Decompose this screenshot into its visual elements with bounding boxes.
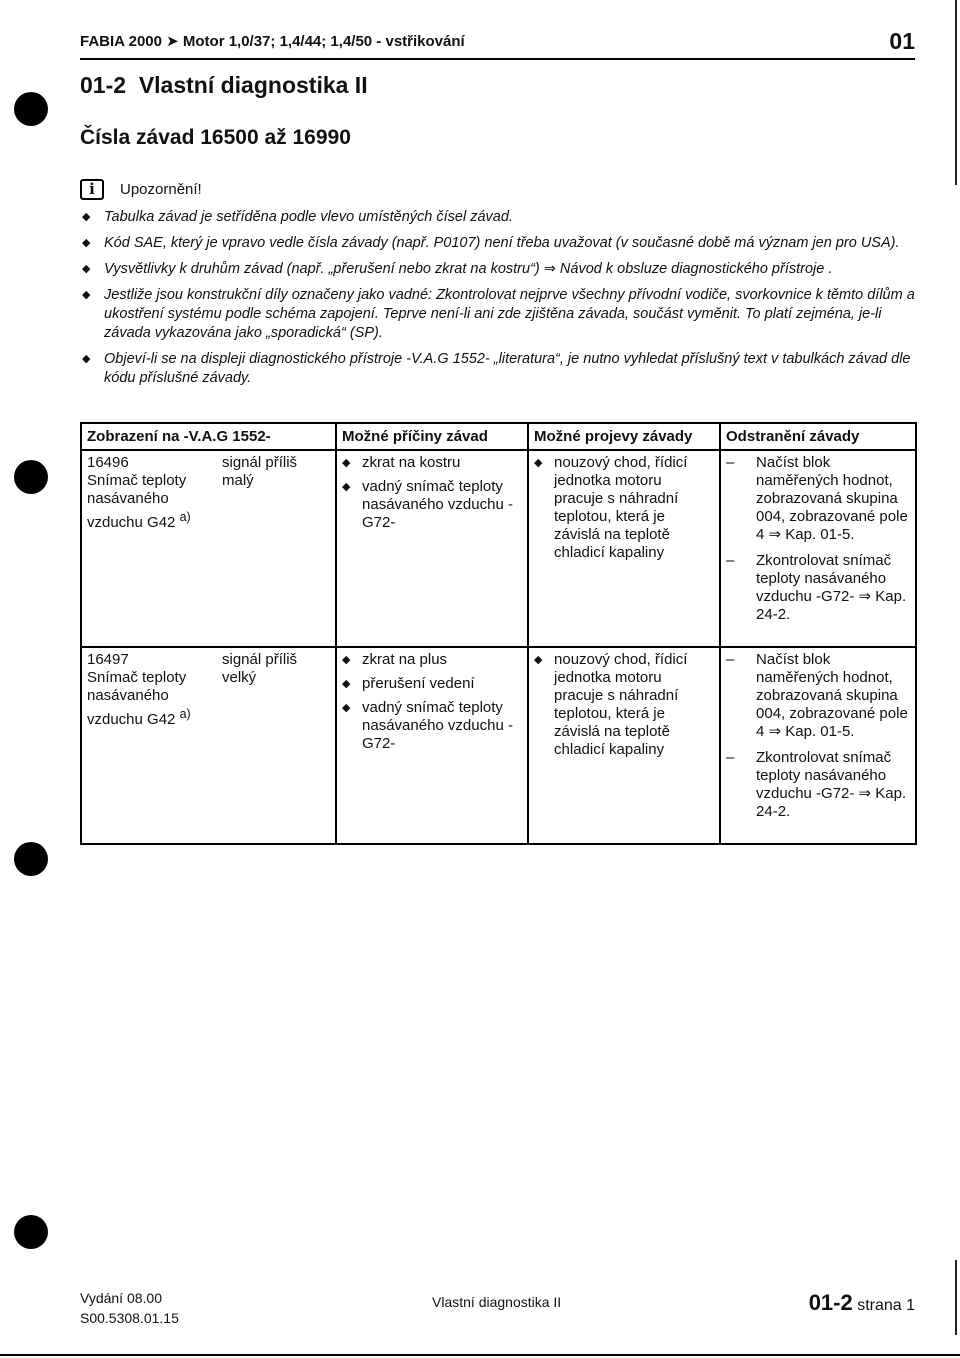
binder-hole: [14, 1215, 48, 1249]
cause-text: zkrat na plus: [362, 651, 448, 668]
column-header: Možné příčiny závad: [336, 423, 528, 450]
page-edge-line: [955, 0, 957, 185]
fault-table: [80, 422, 917, 845]
footer-page-label: strana 1: [857, 1297, 915, 1314]
remedy-cell: [720, 450, 916, 647]
bullet-icon: ◆: [342, 678, 351, 690]
binder-hole: [14, 460, 48, 494]
list-item: [342, 454, 522, 472]
column-header: Odstranění závady: [720, 423, 916, 450]
footer-doc-number: S00.5308.01.15: [80, 1310, 179, 1326]
symptom-text: nouzový chod, řídicí jednotka motoru pracuje s náhradní teplotou, která je závislá na teplotě chladicí kapaliny: [554, 454, 688, 561]
list-item: [534, 651, 714, 759]
table-row: [81, 647, 916, 844]
component-name: Snímač teploty nasávaného vzduchu G42: [87, 472, 187, 531]
note-text: Jestliže jsou konstrukční díly označeny jako vadné: Zkontrolovat nejprve všechny přívodní vodiče, svorkovnice k těmto dílům a ukostření systému podle schéma zapojení. Teprve není-li ani zde zjištěna závada, součást vyměnit. To platí zejména, je-li závada vykazována jako „sporadická“ (SP).: [104, 287, 915, 341]
list-item: [80, 260, 915, 279]
remedy-text: Zkontrolovat snímač teploty nasávaného vzduchu -G72- ⇒ Kap. 24-2.: [756, 552, 907, 623]
fault-code: 16496: [87, 454, 129, 471]
list-item: [342, 651, 522, 669]
info-icon: i: [80, 179, 104, 200]
cause-text: vadný snímač teploty nasávaného vzduchu -G72-: [362, 699, 513, 752]
page-title: 01-2 Vlastní diagnostika II: [80, 72, 368, 98]
bullet-icon: ◆: [342, 702, 351, 714]
list-item: [726, 552, 910, 624]
note-text: Vysvětlivky k druhům závad (např. „přerušení nebo zkrat na kostru“) ⇒ Návod k obsluze diagnostického přístroje .: [104, 261, 833, 277]
causes-cell: [336, 450, 528, 647]
header-breadcrumb: FABIA 2000 ➤ Motor 1,0/37; 1,4/44; 1,4/50 - vstřikování: [80, 33, 465, 50]
dash-icon: –: [726, 749, 735, 766]
bullet-icon: ◆: [534, 457, 543, 469]
component-name: Snímač teploty nasávaného vzduchu G42: [87, 669, 187, 728]
remedy-cell: [720, 647, 916, 844]
bullet-icon: ◆: [82, 211, 91, 223]
list-item: [342, 675, 522, 693]
footer-edition: Vydání 08.00: [80, 1290, 162, 1306]
page-header: [80, 28, 915, 60]
bullet-icon: ◆: [534, 654, 543, 666]
list-item: [726, 454, 910, 544]
note-list: [80, 208, 915, 395]
cause-text: přerušení vedení: [362, 675, 475, 692]
dash-icon: –: [726, 552, 735, 569]
causes-cell: [336, 647, 528, 844]
fault-code: 16497: [87, 651, 129, 668]
list-item: [80, 350, 915, 388]
bottom-rule: [0, 1354, 960, 1356]
footer-page: [809, 1290, 915, 1316]
list-item: [726, 651, 910, 741]
symptom-cell: [528, 450, 720, 647]
note-heading: [80, 178, 202, 200]
cause-text: zkrat na kostru: [362, 454, 461, 471]
binder-hole: [14, 92, 48, 126]
symptom-text: nouzový chod, řídicí jednotka motoru pracuje s náhradní teplotou, která je závislá na teplotě chladicí kapaliny: [554, 651, 688, 758]
dash-icon: –: [726, 454, 735, 471]
list-item: [80, 234, 915, 253]
list-item: [342, 478, 522, 532]
cause-text: vadný snímač teploty nasávaného vzduchu -G72-: [362, 478, 513, 531]
symptom-cell: [528, 647, 720, 844]
page-edge-line: [955, 1260, 957, 1335]
bullet-icon: ◆: [82, 237, 91, 249]
list-item: [726, 749, 910, 821]
signal-cell: signál příliš malý: [217, 450, 336, 647]
footer-page-code: 01-2: [808, 1290, 853, 1315]
footer-title: Vlastní diagnostika II: [432, 1294, 562, 1310]
page-subtitle: Čísla závad 16500 až 16990: [80, 126, 351, 149]
remedy-text: Načíst blok naměřených hodnot, zobrazovaná skupina 004, zobrazované pole 4 ⇒ Kap. 01-5.: [756, 454, 908, 543]
bullet-icon: ◆: [342, 654, 351, 666]
note-text: Kód SAE, který je vpravo vedle čísla závady (např. P0107) není třeba uvažovat (v současné době má význam jen pro USA).: [104, 235, 900, 251]
note-text: Tabulka závad je setříděna podle vlevo umístěných čísel závad.: [104, 209, 513, 225]
footnote-mark: a): [179, 510, 191, 524]
note-text: Objeví-li se na displeji diagnostického přístroje -V.A.G 1552- „literatura“, je nutno vyhledat příslušný text v tabulkách závad dle kódu příslušné závady.: [104, 351, 911, 386]
note-label: Upozornění!: [120, 180, 202, 198]
table-header-row: [81, 423, 916, 450]
list-item: [342, 699, 522, 753]
fault-code-cell: [81, 450, 217, 647]
signal-cell: signál příliš velký: [217, 647, 336, 844]
dash-icon: –: [726, 651, 735, 668]
list-item: [534, 454, 714, 562]
list-item: [80, 286, 915, 343]
bullet-icon: ◆: [82, 353, 91, 365]
remedy-text: Zkontrolovat snímač teploty nasávaného vzduchu -G72- ⇒ Kap. 24-2.: [756, 749, 907, 820]
remedy-text: Načíst blok naměřených hodnot, zobrazovaná skupina 004, zobrazované pole 4 ⇒ Kap. 01-5.: [756, 651, 908, 740]
column-header: Možné projevy závady: [528, 423, 720, 450]
bullet-icon: ◆: [342, 481, 351, 493]
bullet-icon: ◆: [82, 289, 91, 301]
bullet-icon: ◆: [342, 457, 351, 469]
column-header: Zobrazení na -V.A.G 1552-: [81, 423, 336, 450]
footnote-mark: a): [179, 707, 191, 721]
header-section-number: 01: [889, 28, 915, 54]
list-item: [80, 208, 915, 227]
bullet-icon: ◆: [82, 263, 91, 275]
fault-code-cell: [81, 647, 217, 844]
binder-hole: [14, 842, 48, 876]
table-row: [81, 450, 916, 647]
